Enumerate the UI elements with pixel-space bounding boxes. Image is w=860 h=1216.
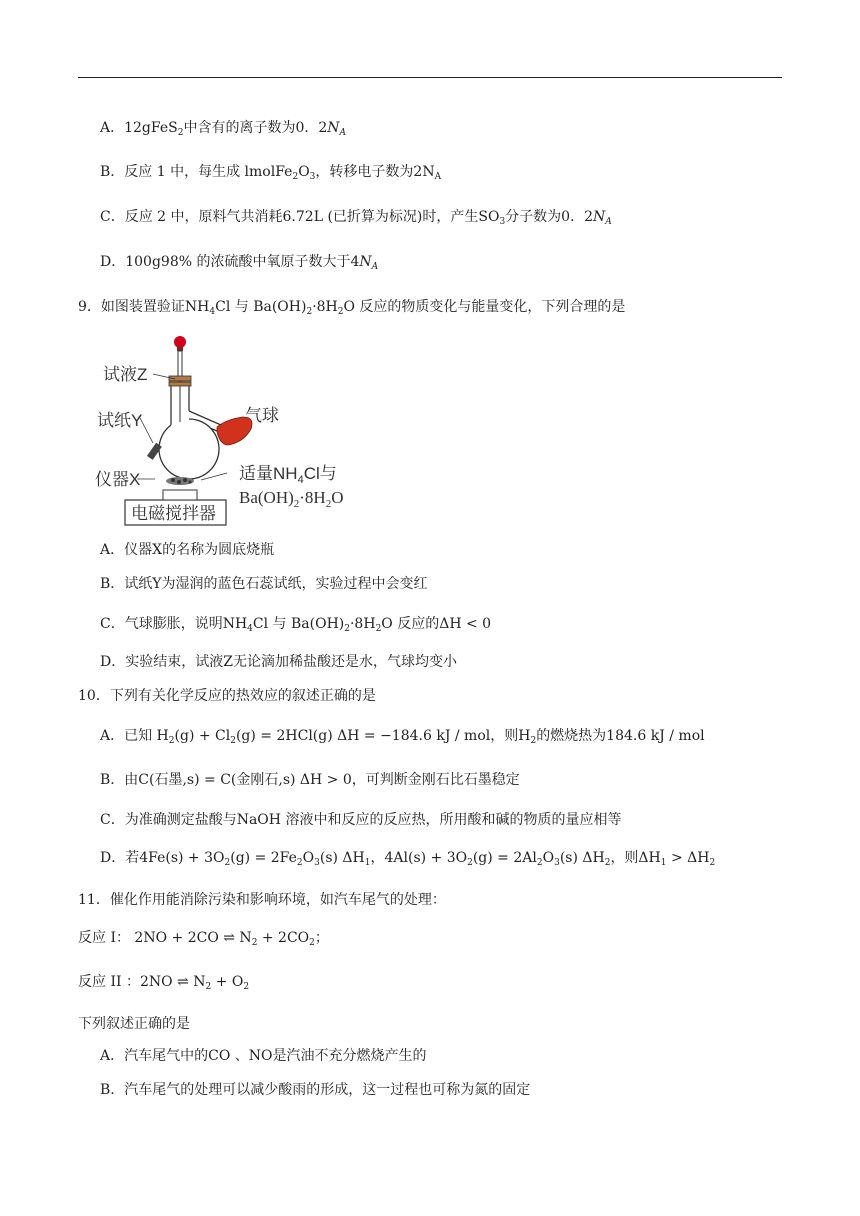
q10-stem: 10．下列有关化学反应的热效应的叙述正确的是	[78, 688, 376, 704]
q9-option-b: B．试纸Y为湿润的蓝色石蕊试纸，实验过程中会变红	[100, 576, 428, 592]
q10-option-a: A．已知 $H_2(g) + Cl_2(g) = 2HCl(g) \Delta H = -184.6$ kJ / mol，则$H_2$的燃烧热为184.6 kJ / mol	[100, 728, 705, 746]
label-x: 仪器X	[95, 470, 141, 489]
apparatus-figure	[95, 333, 375, 533]
label-balloon: 气球	[245, 406, 279, 425]
q10-option-d: D．若$4Fe(s) + 3O_2(g) = 2Fe_2O_3(s)$ $\Delta H_1$，$4Al(s) + 3O_2(g) = 2Al_2O_3(s)$ $\Delta H_2$，则$\Delta H_1 > \Delta H_2$	[100, 850, 716, 868]
q11-option-b: B．汽车尾气的处理可以减少酸雨的形成，这一过程也可称为氮的固定	[100, 1082, 531, 1098]
label-y: 试纸Y	[97, 411, 143, 430]
q9-option-c: C．气球膨胀，说明$NH_4Cl$ 与 $Ba(OH)_2\cdot 8H_2O$ 反应的ΔH < 0	[100, 616, 492, 634]
label-reagent-line1: 适量$NH_4Cl$与	[239, 464, 337, 486]
label-stirrer: 电磁搅拌器	[131, 504, 216, 523]
q8-option-c: C．反应 2 中，原料气共消耗6.72L (已折算为标况)时，产生$SO_3$分子数为0．$2N_A$	[100, 209, 612, 227]
q10-option-c: C．为准确测定盐酸与NaOH 溶液中和反应的反应热，所用酸和碱的物质的量应相等	[100, 812, 622, 828]
q8-option-d: D．100g98% 的浓硫酸中氧原子数大于$4N_A$	[100, 254, 379, 272]
label-z: 试液Z	[103, 365, 148, 384]
q9-stem: 9．如图装置验证$NH_4Cl$ 与 $Ba(OH)_2\cdot 8H_2O$ 反应的物质变化与能量变化，下列合理的是	[78, 299, 626, 317]
q11-reaction-2: 反应 II ：2NO ⇌ $N_2 + O_2$	[78, 974, 250, 992]
q9-option-d: D．实验结束，试液Z无论滴加稀盐酸还是水，气球均变小	[100, 654, 457, 670]
q11-option-a: A．汽车尾气中的CO 、NO是汽油不充分燃烧产生的	[100, 1048, 427, 1064]
apparatus-diagram	[95, 333, 375, 533]
header-rule	[78, 77, 782, 78]
q11-ask: 下列叙述正确的是	[78, 1016, 190, 1032]
round-bottom-flask	[159, 419, 219, 479]
q8-option-b: B．反应 1 中，每生成 $lmolFe_2O_3$，转移电子数为$2N_A$	[100, 164, 442, 182]
q9-option-a: A．仪器X的名称为圆底烧瓶	[100, 542, 275, 558]
q11-stem: 11．催化作用能消除污染和影响环境，如汽车尾气的处理：	[78, 892, 446, 908]
label-reagent-line2: $Ba(OH)_2\cdot 8H_2O$	[239, 488, 344, 510]
q8-option-a: A．12gFeS$_2$中含有的离子数为0．$2N_A$	[100, 120, 347, 138]
q11-reaction-1: 反应 I： 2NO + 2CO ⇌ $N_2 + 2CO_2$；	[78, 930, 329, 948]
q10-option-b: B．由C(石墨,s) = C(金刚石,s) ΔH > 0，可判断金刚石比石墨稳定	[100, 772, 520, 788]
